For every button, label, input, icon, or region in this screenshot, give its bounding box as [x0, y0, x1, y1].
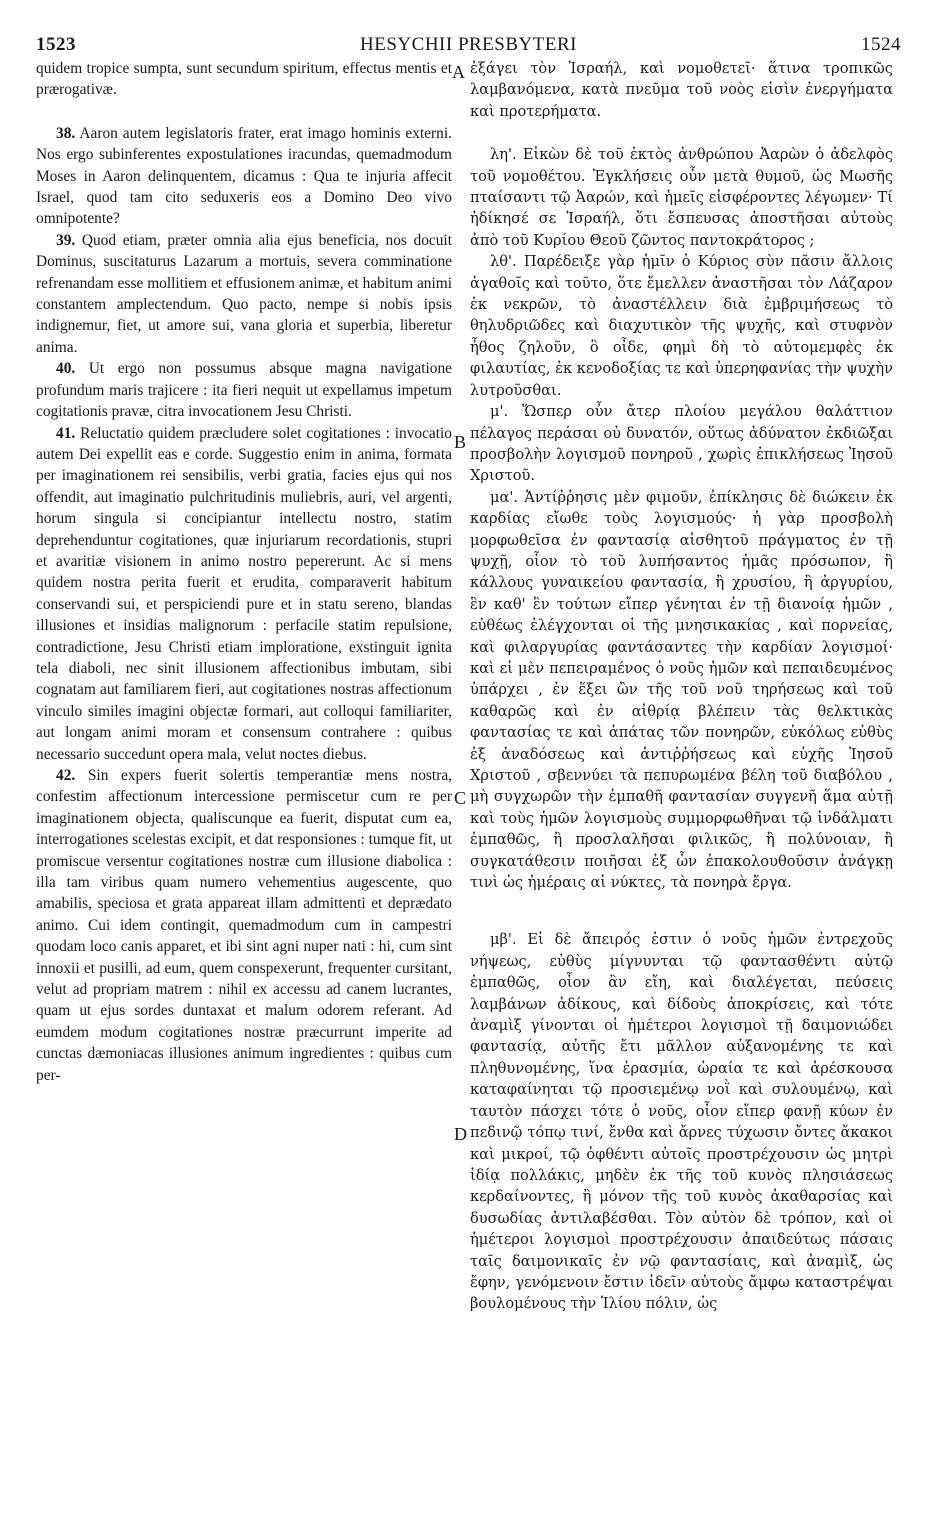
greek-paragraph-39: [470, 251, 893, 401]
greek-paragraph-text: Ἀντίῤῥησις μὲν φιμοῦν, ἐπίκλησις δὲ διώκειν ἐκ καρδίας εἴωθε τοὺς λογισμούς· ἡ γὰρ προσβολὴ μορφωθεῖσα ἐν φαντασίᾳ αἰσθητοῦ πράγματος ἐν τῇ ψυχῇ, οἷον τὸ τοῦ λυπήσαντος ἡμᾶς πρόσωπον, ἢ κάλλους γυναικείου φαντασία, ἢ χρυσίου, ἢ ἀργυρίου, ἓν καθ' ἓν τούτων εἴπερ γένηται ἐν τῇ διανοίᾳ ἡμῶν , εὐθέως ἐλέγχονται οἱ τῆς μνησικακίας , καὶ πορνείας, καὶ φιλαργυρίας φαντάσαντες τὴν καρδίαν λογισμοί· καὶ εἰ μὲν πεπειραμένος ὁ νοῦς ἡμῶν καὶ πεπαιδευμένος ὑπάρχει , ἐν ἕξει ὢν τῆς τοῦ νοῦ τηρήσεως καὶ τοῦ καθαρῶς καὶ ἐν αἰθρίᾳ βλέπειν τὰς θελκτικὰς φαντασίας τε καὶ ἀπάτας τῶν πονηρῶν, εὐκόλως εὐθὺς ἐξ ἀναδόσεως καὶ ἀντιῤῥήσεως καὶ εὐχῆς Ἰησοῦ Χριστοῦ , σβεννύει τὰ πεπυρωμένα βέλη τοῦ διαβόλου , μὴ συγχωρῶν τὴν ἐμπαθῆ φαντασίαν συγγενῆ ἅμα αὐτῇ καὶ τοὺς ἡμῶν λογισμοὺς συμμορφωθῆναι τῷ ἰνδάλματι ἐμπαθῶς, ἢ προσλαλῆσαι φιλικῶς, ἢ πολύνοιαν, ἢ συγκατάθεσιν ποιῆσαι ἐξ ὧν ἐπακολουθοῦσιν ἀνάγκῃ τινὶ ὡς ἡμέραις αἱ νύκτες, τὰ πονηρὰ ἔργα.: [470, 488, 893, 892]
latin-paragraph-continued: [36, 58, 452, 101]
latin-paragraph-42: [36, 765, 452, 1086]
margin-letter-b: B: [454, 432, 467, 452]
latin-paragraph-number: 38.: [56, 124, 76, 142]
running-title: HESYCHII PRESBYTERI: [360, 34, 577, 55]
greek-paragraph-number: λη'.: [490, 146, 517, 164]
greek-paragraph-number: μα'.: [490, 488, 518, 506]
page-number-left: 1523: [36, 34, 76, 55]
latin-paragraph-39: [36, 230, 452, 358]
running-header: [36, 34, 901, 60]
latin-paragraph-text: Aaron autem legislatoris frater, erat imago hominis externi. Nos ergo subinferentes expostulationes iracundas, quemadmodum Moses in Aaron delinquentem, dicamus : Qua te injuria affecit Israel, quod tam cito seduxeris eos a Domino Deo vivo omnipotente?: [36, 124, 452, 228]
page-number-right: 1524: [861, 34, 901, 55]
latin-paragraph-text: Quod etiam, præter omnia alia ejus beneficia, nos docuit Dominus, suscitaturus Lazarum a mortuis, severa comminatione refrenandam esse mollitiem et effusionem animæ, et habitum animi constantem amplectendum. Quo pacto, nempe si nobis ipsis indignemur, fiet, ut amore sui, vana gloria et superbia, liberetur anima.: [36, 231, 452, 356]
greek-paragraph-continued: [470, 58, 893, 122]
latin-paragraph-number: 40.: [56, 360, 76, 378]
greek-paragraph-number: λθ'.: [490, 253, 517, 271]
latin-paragraph-number: 39.: [56, 231, 76, 249]
latin-paragraph-40: [36, 358, 452, 422]
greek-paragraph-text: ἐξάγει τὸν Ἰσραήλ, καὶ νομοθετεῖ· ἅτινα τροπικῶς λαμβανόμενα, κατὰ πνεῦμα τοῦ νοὸς εἰσὶν ἐνεργήματα καὶ προτερήματα.: [470, 60, 893, 120]
latin-paragraph-text: quidem tropice sumpta, sunt secundum spiritum, effectus mentis et prærogativæ.: [36, 60, 452, 99]
latin-paragraph-number: 41.: [56, 424, 76, 442]
margin-letter-d: D: [454, 1124, 467, 1144]
latin-paragraph-text: Sin expers fuerit solertis temperantiæ mens nostra, confestim affectionum intercessione permiscetur cum re per imaginationem objecta, qualiscunque ea fuerit, disputat cum ea, interrogationes scelestas excipit, et dat responsiones : tumque fit, ut promiscue versentur cogitationes nostræ cum illusione diabolica : illa tam viribus quam numero vehementius augescente, quo amabilis, speciosa et grata appareat illam admittenti et deprædato animo. Cui idem contingit, quemadmodum cum in campestri quodam loco canis apparet, et ibi sint agni nuper nati : hi, cum sint innoxii et pusilli, ad eum, quem conspexerunt, frequenter cursitant, velut ad propriam matrem : nihil ex accessu ad canem lucrantes, quam ut ejus sordes duntaxat et malum odorem referant. Ad eumdem modum cogitationes nostræ præcurrunt imperite ad cunctas dæmoniacas illusiones animum ingredientes : quibus cum per-: [36, 767, 452, 1084]
margin-letter-c: C: [454, 788, 467, 808]
greek-paragraph-text: Παρέδειξε γὰρ ἡμῖν ὁ Κύριος σὺν πᾶσιν ἄλλοις ἀγαθοῖς καὶ τοῦτο, ὅτε ἔμελλεν ἀναστῆσαι τὸν Λάζαρον ἐκ νεκρῶν, τὸ ἀναστέλλειν διὰ ἐμβριμήσεως τὸ θηλυδριῶδες καὶ διαχυτικὸν τῆς ψυχῆς, καὶ στυφνὸν ἦθος ζηλοῦν, ὃ οἶδε, φημὶ δὴ τὸ αὐτομεμφὲς ἐκ φιλαυτίας, ἐκ κενοδοξίας τε καὶ ὑπερηφανίας τὴν ψυχὴν λυτροῦσθαι.: [470, 253, 893, 399]
greek-column: [470, 58, 893, 1315]
greek-paragraph-42: [470, 929, 893, 1314]
greek-paragraph-41: [470, 487, 893, 894]
greek-paragraph-text: Ὥσπερ οὖν ἄτερ πλοίου μεγάλου θαλάττιον πέλαγος περάσαι οὐ δυνατόν, οὕτως ἀδύνατον ἐκδιῶξαι προσβολὴν λογισμοῦ πονηροῦ , χωρὶς ἐπικλήσεως Ἰησοῦ Χριστοῦ.: [470, 403, 893, 485]
greek-paragraph-text: Εἰκὼν δὲ τοῦ ἐκτὸς ἀνθρώπου Ἀαρὼν ὁ ἀδελφὸς τοῦ νομοθέτου. Ἐγκλήσεις οὖν μετὰ θυμοῦ, ὡς Μωσῆς πταίσαντι τῷ Ἀαρών, καὶ ἡμεῖς εἰσφέροντες λέγωμεν· Τί ἠδίκησέ σε Ἰσραήλ, ὅτι ἔσπευσας ἀποστῆσαι αὐτοὺς ἀπὸ τοῦ Κυρίου Θεοῦ ζῶντος παντοκράτορος ;: [470, 146, 893, 249]
greek-paragraph-number: μβ'.: [490, 931, 517, 949]
latin-paragraph-41: [36, 423, 452, 766]
latin-column: [36, 58, 452, 1086]
margin-letter-a: A: [452, 62, 465, 82]
latin-paragraph-38: [36, 123, 452, 230]
greek-paragraph-number: μ'.: [490, 403, 509, 421]
greek-paragraph-38: [470, 144, 893, 251]
latin-paragraph-number: 42.: [56, 767, 76, 784]
latin-paragraph-text: Ut ergo non possumus absque magna navigatione profundum maris trajicere : ita fieri nequit ut expellamus impetum cogitationis pravæ, citra invocationem Jesu Christi.: [36, 360, 452, 421]
greek-paragraph-text: Εἰ δὲ ἄπειρός ἐστιν ὁ νοῦς ἡμῶν ἐντρεχοῦς νήψεως, εὐθὺς μίγνυνται τῷ φαντασθέντι αὐτῷ ἐμπαθῶς, οἷον ἂν εἴη, καὶ διαλέγεται, πεύσεις λαμβάνων ἀδίκους, καὶ δίδοὺς ἀποκρίσεις, καὶ τότε ἀναμὶξ γίνονται οἱ ἡμέτεροι λογισμοὶ τῇ δαιμονιώδει φαντασίᾳ, αὐτῆς ἔτι μᾶλλον αὐξανομένης τε καὶ πληθυνομένης, ἵνα ἐρασμία, ὡραία τε καὶ ἀρέσκουσα καταφαίνηται τῷ προσιεμένῳ νοῒ καὶ συλουμένῳ, καὶ ταυτὸν πάσχει τότε ὁ νοῦς, οἷον εἴπερ φανῇ κύων ἐν πεδινῷ τόπῳ τινί, ἔνθα καὶ ἄρνες τύχωσιν ὄντες ἄκακοι καὶ μικροί, τῷ ὀφθέντι αὐτοῖς προστρέχουσιν ὡς μητρὶ ἰδίᾳ πολλάκις, μηδὲν ἐκ τῆς τοῦ κυνὸς πλησιάσεως κερδαίνοντες, ἢ μόνον τῆς τοῦ κυνὸς ἀκαθαρσίας καὶ δυσωδίας ἀντιλαβέσθαι. Τὸν αὐτὸν δὲ τρόπον, καὶ οἱ ἡμέτεροι λογισμοὶ προστρέχουσιν ἀπαιδεύτως πάσαις ταῖς δαιμονικαῖς ἐν νῷ φαντασίαις, καὶ ἀναμὶξ, ὡς ἔφην, γενόμενοιν ἔστιν ἰδεῖν αὐτοὺς ἄμφω καταστρέψαι βουλομένους τὴν Ἰλίου πόλιν, ὡς: [470, 931, 893, 1313]
greek-paragraph-40: [470, 401, 893, 487]
latin-paragraph-text: Reluctatio quidem præcludere solet cogitationes : invocatio autem Dei expellit eas e corde. Suggestio enim in anima, formata per imaginationem rei sensibilis, verbi gratia, facies ejus qui nos offendit, aut imaginatio pulchritudinis muliebris, auri, vel argenti, horum singula si concipiantur intellectu nostro, statim deprehenduntur cogitationes, quæ injuriarum recordationis, stupri et avaritiæ visionem in animo nostro pepererunt. Ac si mens quidem nostra perita fuerit et erudita, comparaverit habitum conservandi sui, et perspiciendi pure et in statu sereno, blandas illusiones et insidias malignorum : perfacile statim repulsione, contradictione, Jesu Christi etiam imploratione, exstinguit ignita tela diaboli, nec sinit illusionem affectionibus imbutam, sibi cognatam aut familiarem fieri, aut cogitationes nostras affectionum vinculo similes imagini objectæ formari, aut colloqui familiariter, aut longam animi moram et consensum contrahere : quibus necessario succedunt opera mala, velut noctes diebus.: [36, 424, 452, 763]
